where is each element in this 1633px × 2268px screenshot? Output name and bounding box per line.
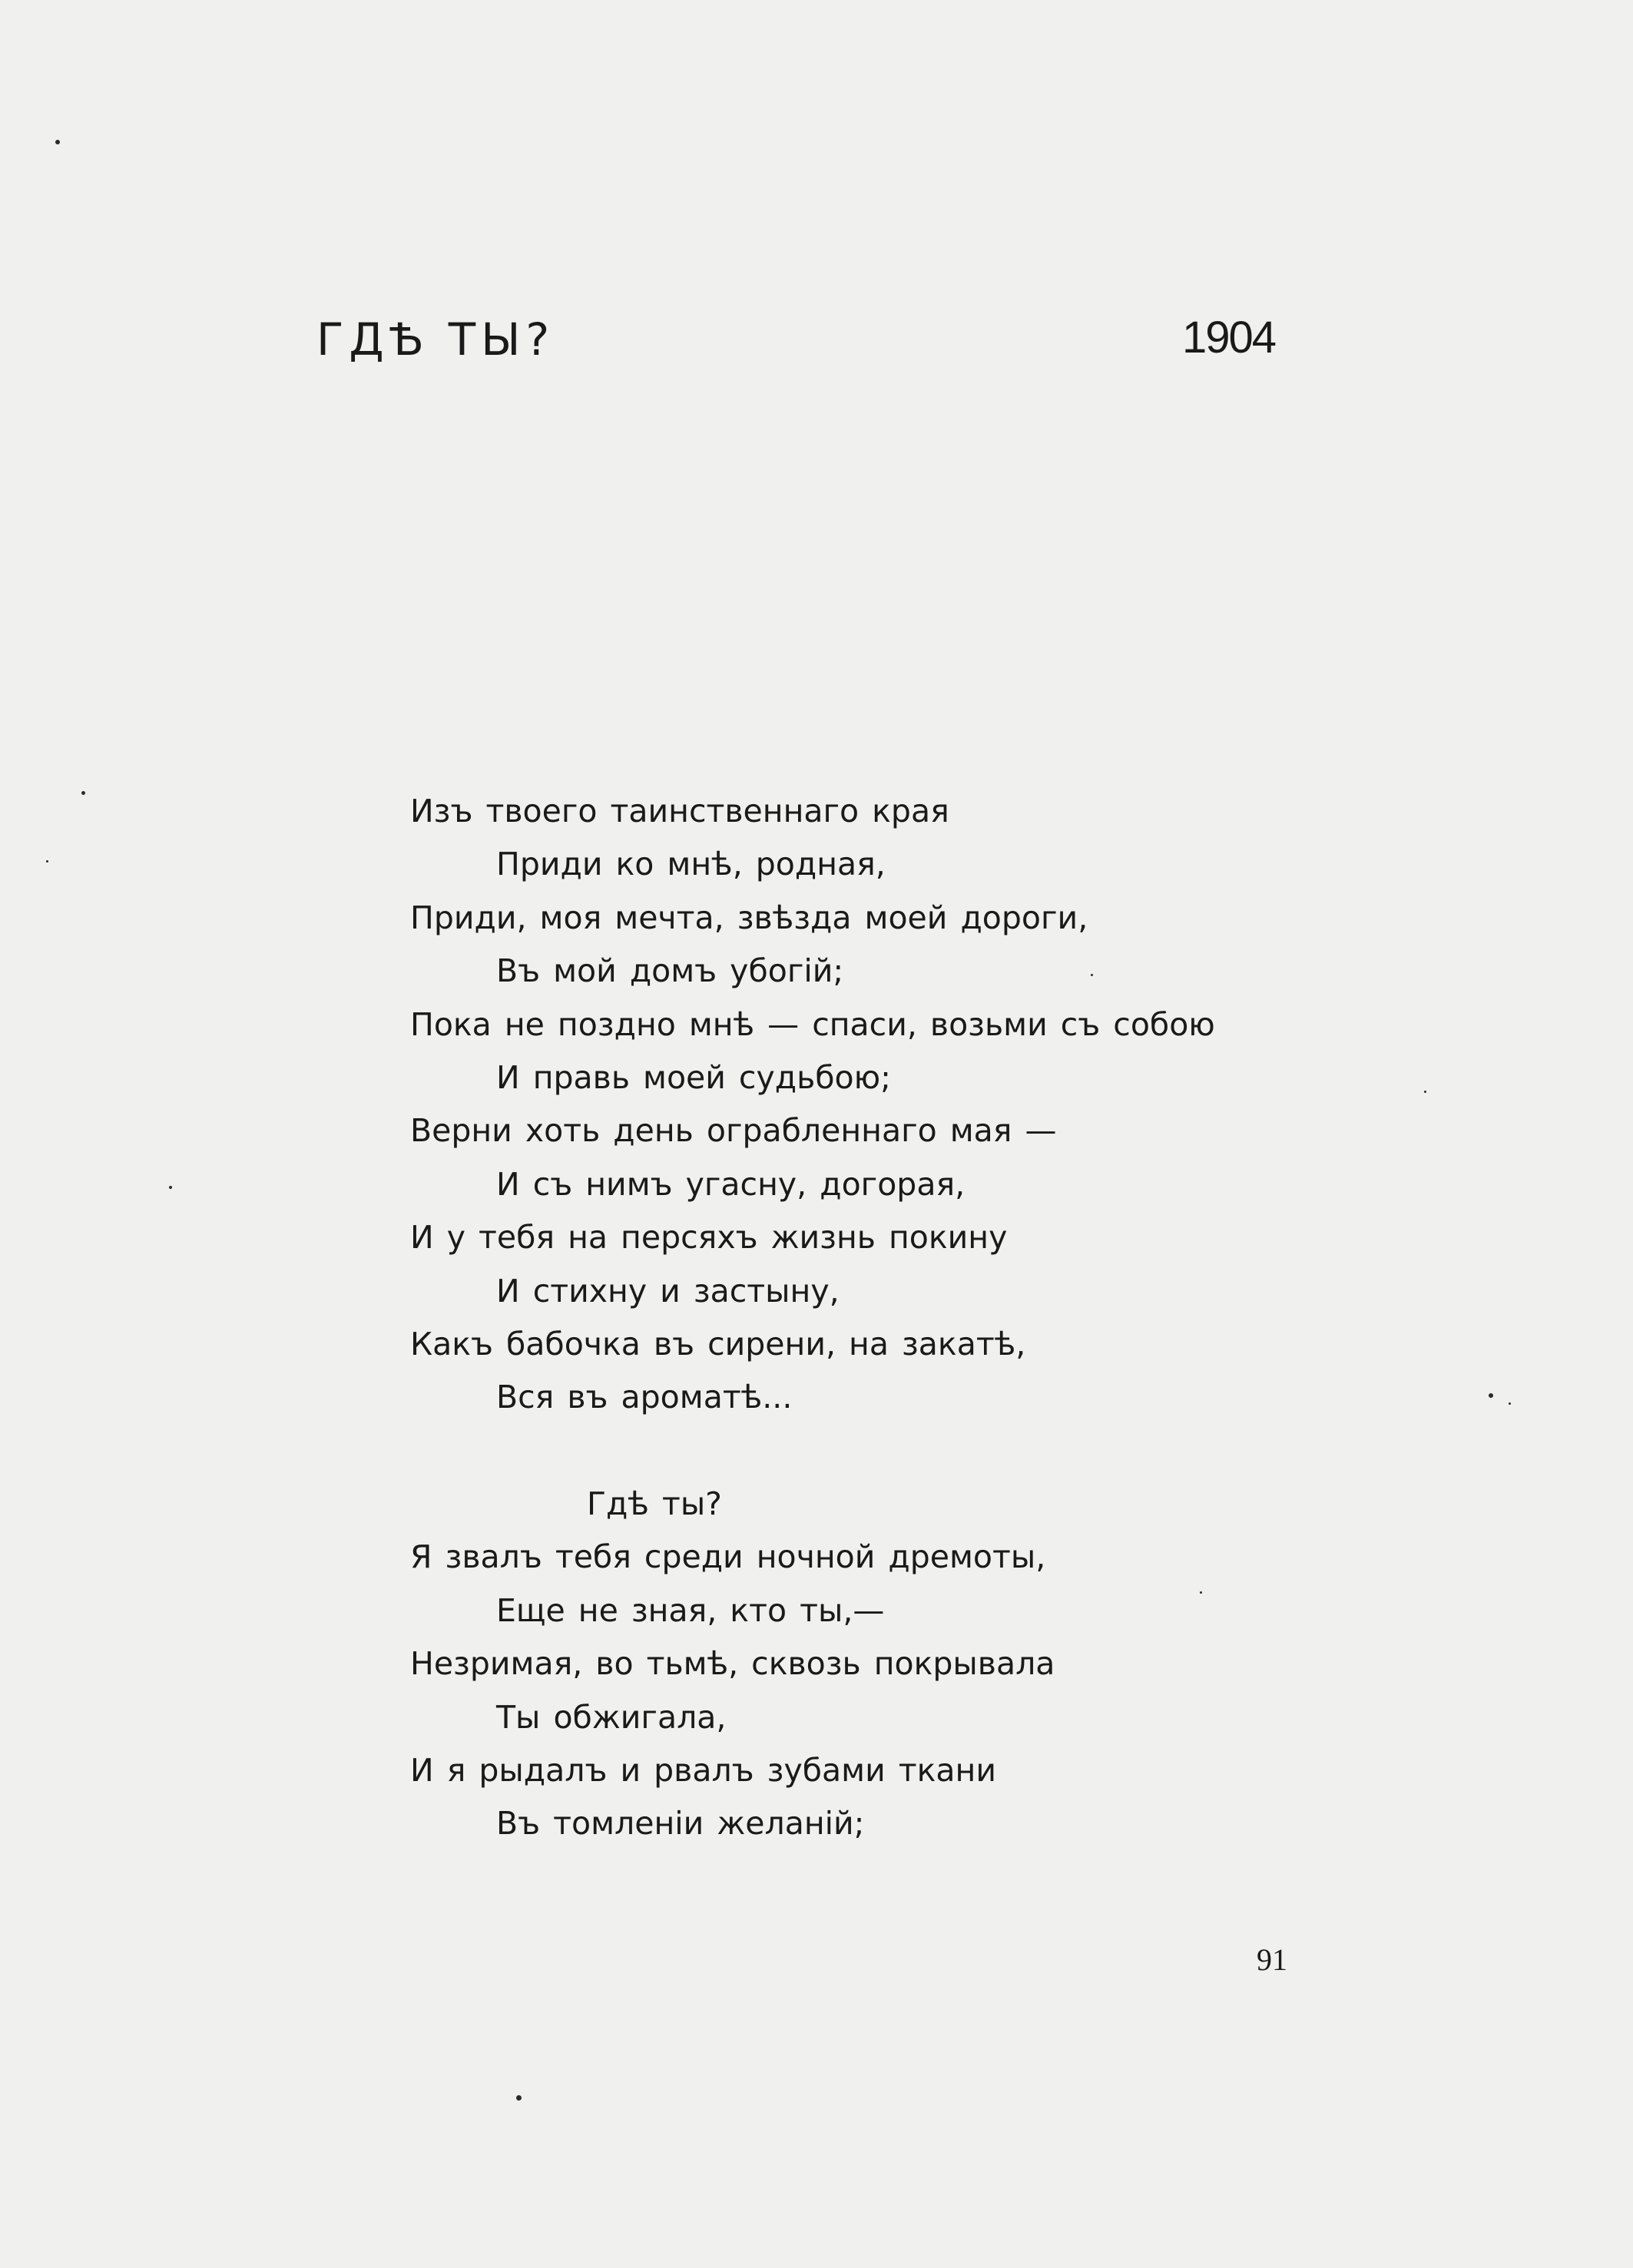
poem-line: Ты обжигала, <box>496 1698 727 1736</box>
poem-line: И съ нимъ угасну, догорая, <box>496 1165 966 1203</box>
poem-line: Верни хоть день ограбленнаго мая — <box>410 1112 1057 1150</box>
poem-line: Незримая, во тьмѣ, сквозь покрывала <box>410 1645 1055 1683</box>
poem-line: И стихну и застыну, <box>496 1272 840 1309</box>
poem-line: Изъ твоего таинственнаго края <box>410 793 949 829</box>
scan-speck <box>516 2095 522 2101</box>
poem-title: ГДѢ ТЫ? <box>316 313 555 366</box>
poem-line: И у тебя на персяхъ жизнь покину <box>410 1219 1008 1257</box>
poem-line: Приди, моя мечта, звѣзда моей дороги, <box>410 899 1088 936</box>
poem-line: И я рыдалъ и рвалъ зубами ткани <box>410 1752 996 1790</box>
scan-speck <box>1424 1091 1426 1093</box>
poem-line: Пока не поздно мнѣ — спаси, возьми съ собою <box>410 1005 1215 1043</box>
poem-line: Еще не зная, кто ты,— <box>496 1591 885 1629</box>
poem-line: Вся въ ароматѣ... <box>496 1379 793 1416</box>
page-number: 91 <box>1257 1942 1287 1977</box>
poem-line: Въ томленіи желаній; <box>496 1805 865 1843</box>
poem-line: Приди ко мнѣ, родная, <box>496 846 886 883</box>
poem-line: Я звалъ тебя среди ночной дремоты, <box>410 1538 1046 1576</box>
scan-speck <box>1489 1393 1493 1398</box>
scan-speck <box>1509 1402 1511 1405</box>
scan-speck <box>81 791 85 795</box>
poem-line: Въ мой домъ убогій; <box>496 952 844 990</box>
poem-year: 1904 <box>1181 313 1275 363</box>
scan-speck <box>46 860 48 863</box>
stanza <box>410 785 1370 1425</box>
stanza <box>410 1478 1370 1851</box>
stanza-gap <box>410 1425 1370 1478</box>
scan-speck <box>169 1186 172 1189</box>
scan-speck <box>55 140 60 144</box>
poem-body <box>410 785 1370 1851</box>
poem-line: Гдѣ ты? <box>587 1485 722 1523</box>
poem-line: И правь моей судьбою; <box>496 1058 891 1096</box>
poem-line: Какъ бабочка въ сирени, на закатѣ, <box>410 1325 1026 1362</box>
